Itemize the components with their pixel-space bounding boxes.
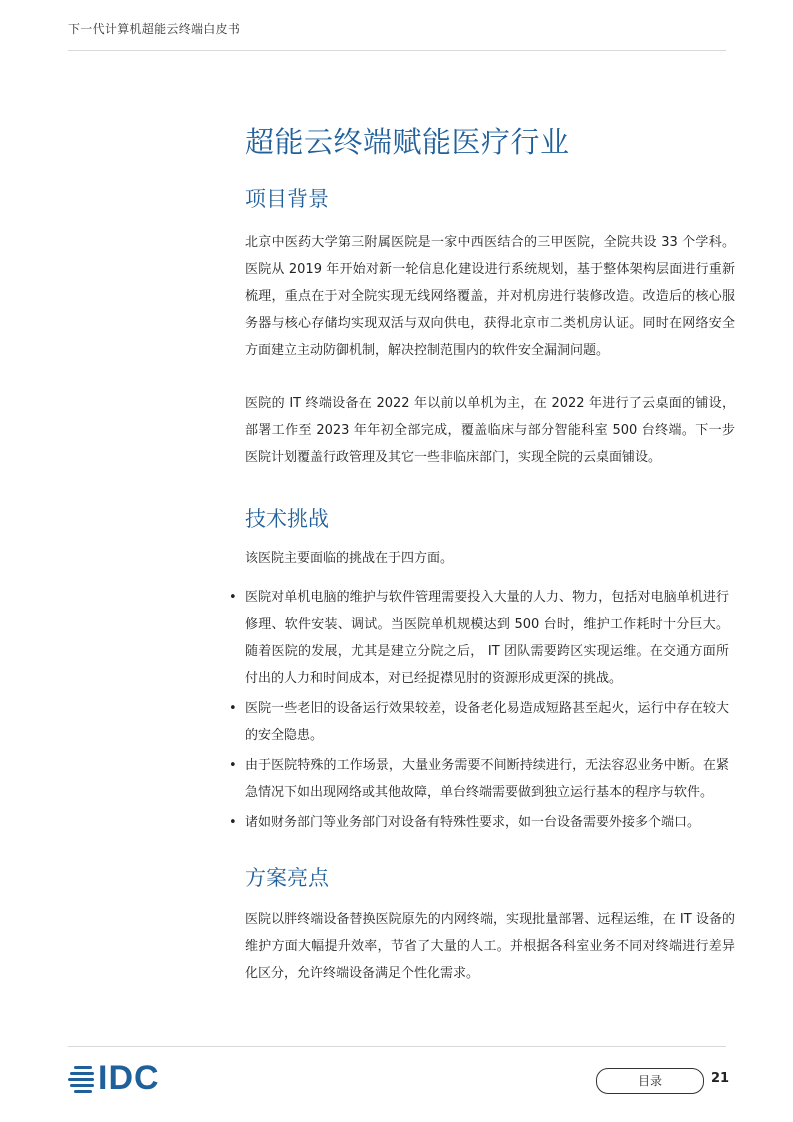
logo-text: IDC: [98, 1059, 160, 1097]
list-item: [229, 584, 729, 692]
paragraph: 医院以胖终端设备替换医院原先的内网终端，实现批量部署、远程运维，在 IT 设备的维护方面大幅提升效率，节省了大量的人工。并根据各科室业务不同对终端进行差异化区分，允许终端设备满足个性化需求。: [245, 912, 735, 981]
section-heading-highlights: 方案亮点: [245, 866, 329, 890]
list-item: [229, 752, 729, 806]
challenge-list: [229, 584, 729, 836]
page-title: 超能云终端赋能医疗行业: [245, 125, 570, 159]
list-item-text: 医院对单机电脑的维护与软件管理需要投入大量的人力、物力，包括对电脑单机进行修理、软件安装、调试。当医院单机规模达到 500 台时，维护工作耗时十分巨大。随着医院的发展，尤其是建立分院之后， IT 团队需要跨区实现运维。在交通方面所付出的人力和时间成本，对已经捉襟见肘的资源形成更深的挑战。: [245, 590, 729, 686]
paragraph: 医院的 IT 终端设备在 2022 年以前以单机为主，在 2022 年进行了云桌面的铺设，部署工作至 2023 年年初全部完成，覆盖临床与部分智能科室 500 台终端。下一步医院计划覆盖行政管理及其它一些非临床部门，实现全院的云桌面铺设。: [245, 396, 735, 465]
idc-logo: [68, 1060, 160, 1096]
header-divider: [68, 50, 726, 51]
page-number: 21: [711, 1071, 730, 1086]
bullet-icon: •: [229, 815, 237, 830]
list-item: [229, 809, 729, 836]
page-content: [229, 120, 735, 987]
section-heading-background: 项目背景: [245, 187, 329, 211]
list-item-text: 诸如财务部门等业务部门对设备有特殊性要求，如一台设备需要外接多个端口。: [245, 815, 701, 830]
footer-divider: [68, 1046, 726, 1047]
bullet-icon: •: [229, 701, 237, 716]
list-item: [229, 695, 729, 749]
logo-lines-icon: [68, 1064, 94, 1092]
list-item-text: 医院一些老旧的设备运行效果较差，设备老化易造成短路甚至起火，运行中存在较大的安全隐患。: [245, 701, 729, 743]
toc-button[interactable]: 目录: [596, 1068, 704, 1094]
list-item-text: 由于医院特殊的工作场景，大量业务需要不间断持续进行，无法容忍业务中断。在紧急情况下如出现网络或其他故障，单台终端需要做到独立运行基本的程序与软件。: [245, 758, 729, 800]
section-intro: 该医院主要面临的挑战在于四方面。: [245, 551, 454, 566]
bullet-icon: •: [229, 758, 237, 773]
running-header: 下一代计算机超能云终端白皮书: [68, 22, 241, 36]
bullet-icon: •: [229, 590, 237, 605]
section-heading-challenges: 技术挑战: [245, 507, 329, 531]
paragraph: 北京中医药大学第三附属医院是一家中西医结合的三甲医院，全院共设 33 个学科。医院从 2019 年开始对新一轮信息化建设进行系统规划，基于整体架构层面进行重新梳理，重点在于对全院实现无线网络覆盖，并对机房进行装修改造。改造后的核心服务器与核心存储均实现双活与双向供电，获得北京市二类机房认证。同时在网络安全方面建立主动防御机制，解决控制范围内的软件安全漏洞问题。: [245, 235, 735, 358]
